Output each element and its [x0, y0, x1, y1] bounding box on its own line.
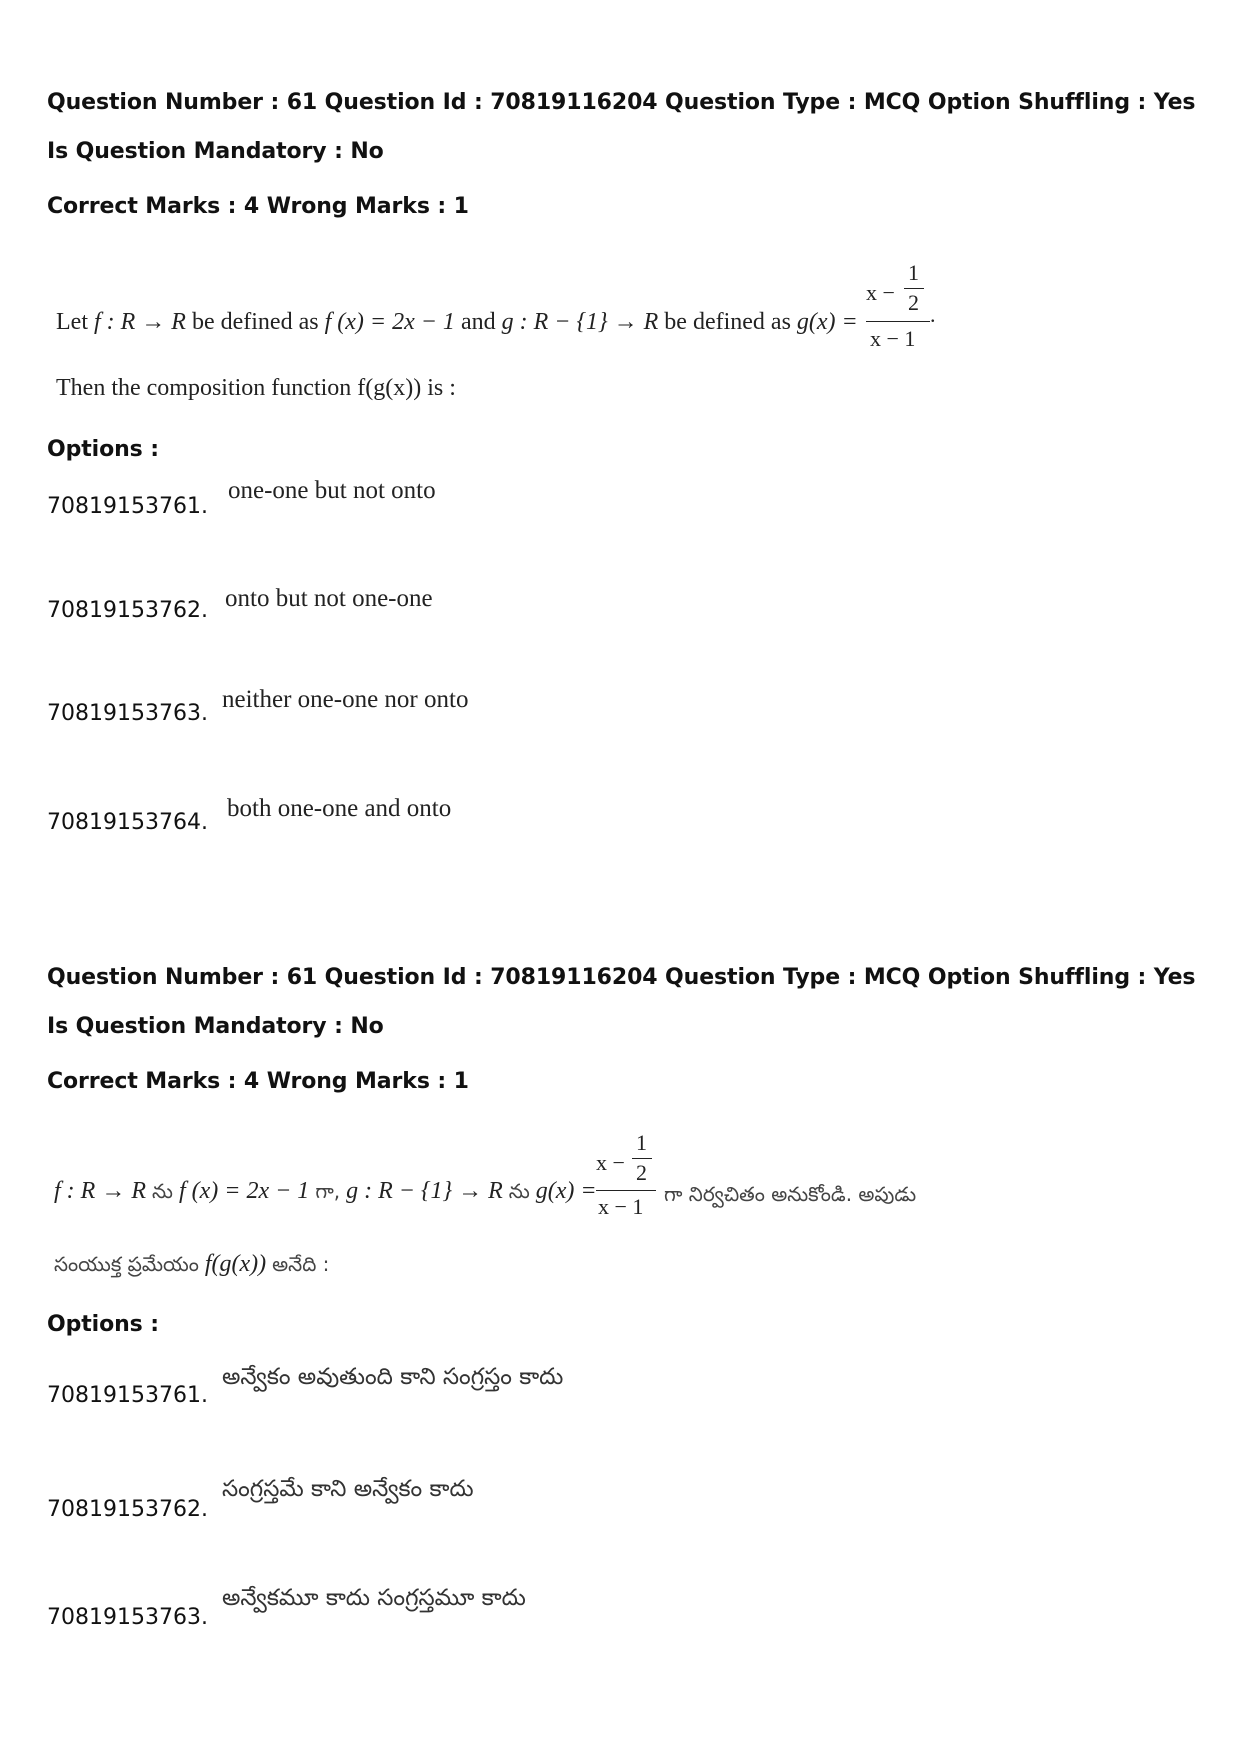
option-text[interactable]: అన్వేకమూ కాదు సంగ్రస్తమూ కాదు [222, 1585, 526, 1611]
g-fraction: x − 1 2 x − 1 [596, 1128, 666, 1228]
option-id: 70819153762. [47, 598, 208, 623]
question-stem-line-1: f : R → R ను f (x) = 2x − 1 గా, g : R − {1} → R ను g(x) = [54, 1178, 597, 1204]
options-label: Options : [47, 1312, 159, 1337]
question-header: Question Number : 61 Question Id : 70819116204 Question Type : MCQ Option Shuffling : Yes [47, 965, 1196, 990]
option-text[interactable]: onto but not one-one [225, 585, 433, 612]
option-text[interactable]: one-one but not onto [228, 477, 436, 504]
question-stem-line-1: Let f : R → R be defined as f (x) = 2x − 1 and g : R − {1} → R be defined as g(x) = [56, 309, 858, 335]
question-stem-line-2: సంయుక్త ప్రమేయం f(g(x)) అనేది : [54, 1251, 330, 1277]
option-id: 70819153763. [47, 701, 208, 726]
option-text[interactable]: సంగ్రస్తమే కాని అన్వేకం కాదు [222, 1476, 474, 1502]
option-id: 70819153761. [47, 494, 208, 519]
question-header: Question Number : 61 Question Id : 70819116204 Question Type : MCQ Option Shuffling : Yes [47, 90, 1196, 115]
question-stem-line-2: Then the composition function f(g(x)) is : [56, 375, 456, 401]
g-fraction: x − 1 2 x − 1 . [866, 260, 936, 351]
marks-line: Correct Marks : 4 Wrong Marks : 1 [47, 194, 469, 219]
options-label: Options : [47, 437, 159, 462]
option-id: 70819153764. [47, 810, 208, 835]
question-stem-tail: గా నిర్వచితం అనుకోండి. అపుడు [664, 1182, 917, 1206]
option-text[interactable]: అన్వేకం అవుతుంది కాని సంగ్రస్తం కాదు [222, 1364, 564, 1390]
option-id: 70819153762. [47, 1497, 208, 1522]
mandatory-line: Is Question Mandatory : No [47, 139, 384, 164]
marks-line: Correct Marks : 4 Wrong Marks : 1 [47, 1069, 469, 1094]
option-id: 70819153761. [47, 1383, 208, 1408]
mandatory-line: Is Question Mandatory : No [47, 1014, 384, 1039]
option-id: 70819153763. [47, 1605, 208, 1630]
option-text[interactable]: both one-one and onto [227, 795, 452, 822]
option-text[interactable]: neither one-one nor onto [222, 686, 469, 713]
